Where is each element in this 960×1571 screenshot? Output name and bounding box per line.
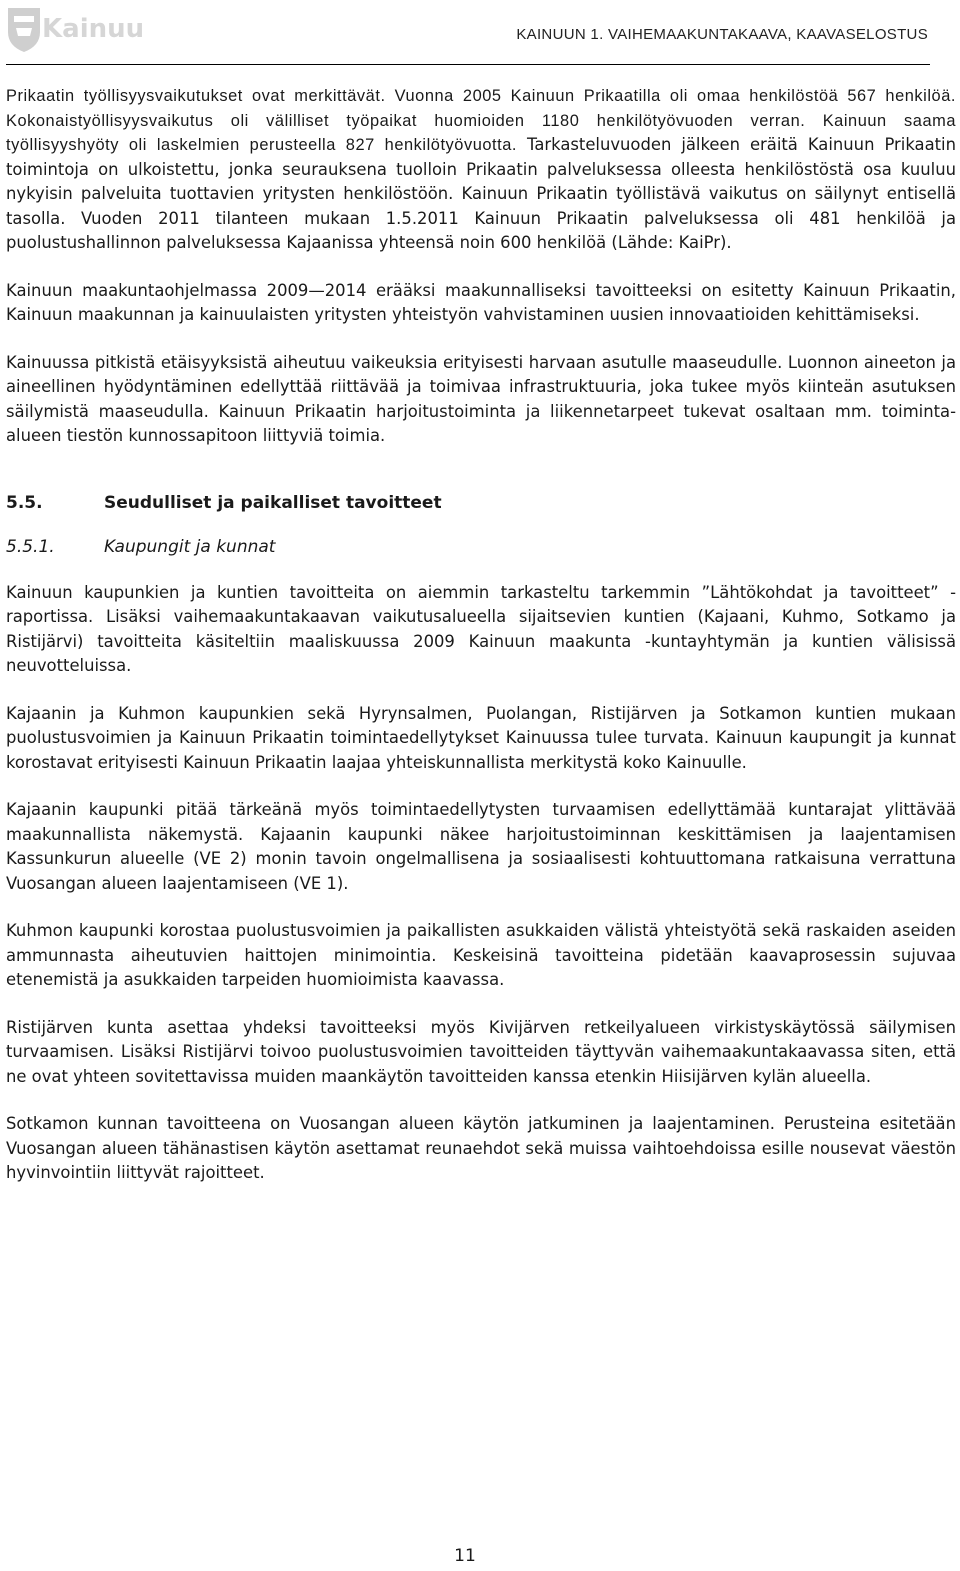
paragraph-kuhmo: Kuhmon kaupunki korostaa puolustusvoimien ja paikallisten asukkaiden välistä yhteistyötä sekä raskaiden aseiden ammunnasta aiheutuvien haittojen minimointia. Keskeisinä tavoitteina pidetään kaavaprosessin sujuvaa etenemistä ja asukkaiden tarpeiden huomioimista kaavassa. xyxy=(6,921,956,989)
paragraph-kajaani: Kajaanin kaupunki pitää tärkeänä myös toimintaedellytysten turvaamisen edellyttämää kuntarajat ylittävää maakunnallista näkemystä. Kajaanin kaupunki näkee harjoitustoiminnan keskittämisen ja laajentamisen Kassunkurun alueelle (VE 2) monin tavoin ongelmallisena ja sosiaalisesti kohtuuttomana ratkaisuna verrattuna Vuosangan alueen laajentamiseen (VE 1). xyxy=(6,800,956,893)
page-header xyxy=(0,0,960,66)
subsection-title: Kaupungit ja kunnat xyxy=(104,536,276,557)
section-heading xyxy=(6,493,956,513)
subsection-number: 5.5.1. xyxy=(6,536,55,557)
paragraph-text: Prikaatin työllisyysvaikutukset ovat merkittävät. Vuonna 2005 Kainuun Prikaatilla oli omaa henkilöstöä 567 henkilöä. Kokonaistyöllisyysvaikutus oli välilliset työpaikat huomioiden 1180 henkilötyövuoden verran. Kainuun saama työllisyyshyöty oli laskelmien perusteella 827 henkilötyövuotta. xyxy=(6,87,956,154)
coat-of-arms-icon xyxy=(4,2,44,54)
paragraph-text: Tarkasteluvuoden jälkeen eräitä Kainuun Prikaatin toimintoja on ulkoistettu, jonka seurauksena tuolloin Prikaatin palveluksessa olleesta henkilöstöstä osa kuuluu nykyisin palveluita tuottavien yritysten henkilöstöön. Kainuun Prikaatin työllistävä vaikutus on säilynyt entisellä tasolla. Vuoden 2011 tilanteen mukaan 1.5.2011 Kainuun Prikaatin palveluksessa oli 481 henkilöä ja puolustushallinnon palveluksessa Kajaanissa yhteensä noin 600 henkilöä (Lähde: KaiPr). xyxy=(6,135,956,252)
paragraph-municipal-goals: Kainuun kaupunkien ja kuntien tavoitteita on aiemmin tarkasteltu tarkemmin ”Lähtökohdat ja tavoitteet” -raportissa. Lisäksi vaihemaakuntakaavan vaikutusalueella sijaitsevien kuntien (Kajaani, Kuhmo, Sotkamo ja Ristijärvi) tavoitteita käsiteltiin maaliskuussa 2009 Kainuun maakunta -kuntayhtymän ja kuntien välisissä neuvotteluissa. xyxy=(6,582,956,675)
document-title: KAINUUN 1. VAIHEMAAKUNTAKAAVA, KAAVASELOSTUS xyxy=(516,26,928,43)
paragraph-sotkamo: Sotkamon kunnan tavoitteena on Vuosangan alueen käytön jatkuminen ja laajentaminen. Perusteina esitetään Vuosangan alueen tähänastisen käytön asettamat reunaehdot sekä muissa vaihtoehdoissa esille nousevat väestön hyvinvointiin liittyvät rajoitteet. xyxy=(6,1114,956,1182)
paragraph-ristijarvi: Ristijärven kunta asettaa yhdeksi tavoitteeksi myös Kivijärven retkeilyalueen virkistyskäytössä säilymisen turvaamisen. Lisäksi Ristijärvi toivoo puolustusvoimien tavoitteiden täyttyvän vaihemaakuntakaavassa siten, että ne ovat yhteen sovitettavissa muiden maankäytön tavoitteiden kanssa etenkin Hiisijärven kylän alueella. xyxy=(6,1017,956,1086)
section-title: Seudulliset ja paikalliset tavoitteet xyxy=(104,492,442,513)
paragraph-infrastructure: Kainuussa pitkistä etäisyyksistä aiheutuu vaikeuksia erityisesti harvaan asutulle maaseudulle. Luonnon aineeton ja aineellinen hyödyntäminen edellyttää riittävää ja toimivaa infrastruktuuria, joka tukee myös kiinteän asutuksen säilymistä maaseudulla. Kainuun Prikaatin harjoitustoiminta ja liikennetarpeet tukevat osaltaan mm. toiminta-alueen tiestön kunnossapitoon liittyviä toimia. xyxy=(6,352,956,445)
subsection-heading xyxy=(6,537,956,557)
logo-wordmark: Kainuu xyxy=(42,14,145,44)
header-divider xyxy=(6,64,930,65)
page-number: 11 xyxy=(454,1546,476,1566)
section-number: 5.5. xyxy=(6,492,43,513)
paragraph-maakuntaohjelma: Kainuun maakuntaohjelmassa 2009—2014 erääksi maakunnalliseksi tavoitteeksi on esitetty Kainuun Prikaatin, Kainuun maakunnan ja kainuulaisten yritysten yhteistyön vahvistaminen uusien innovaatioiden kehittämiseksi. xyxy=(6,280,956,324)
page-body xyxy=(6,84,956,1186)
paragraph-prikaati-employment xyxy=(6,84,956,256)
kainuu-logo xyxy=(4,2,164,60)
paragraph-cities-municipalities: Kajaanin ja Kuhmon kaupunkien sekä Hyrynsalmen, Puolangan, Ristijärven ja Sotkamon kuntien mukaan puolustusvoimien ja Kainuun Prikaatin toimintaedellytykset Kainuussa tulee turvata. Kainuun kaupungit ja kunnat korostavat erityisesti Kainuun Prikaatin laajaa yhteiskunnallista merkitystä koko Kainuulle. xyxy=(6,703,956,772)
